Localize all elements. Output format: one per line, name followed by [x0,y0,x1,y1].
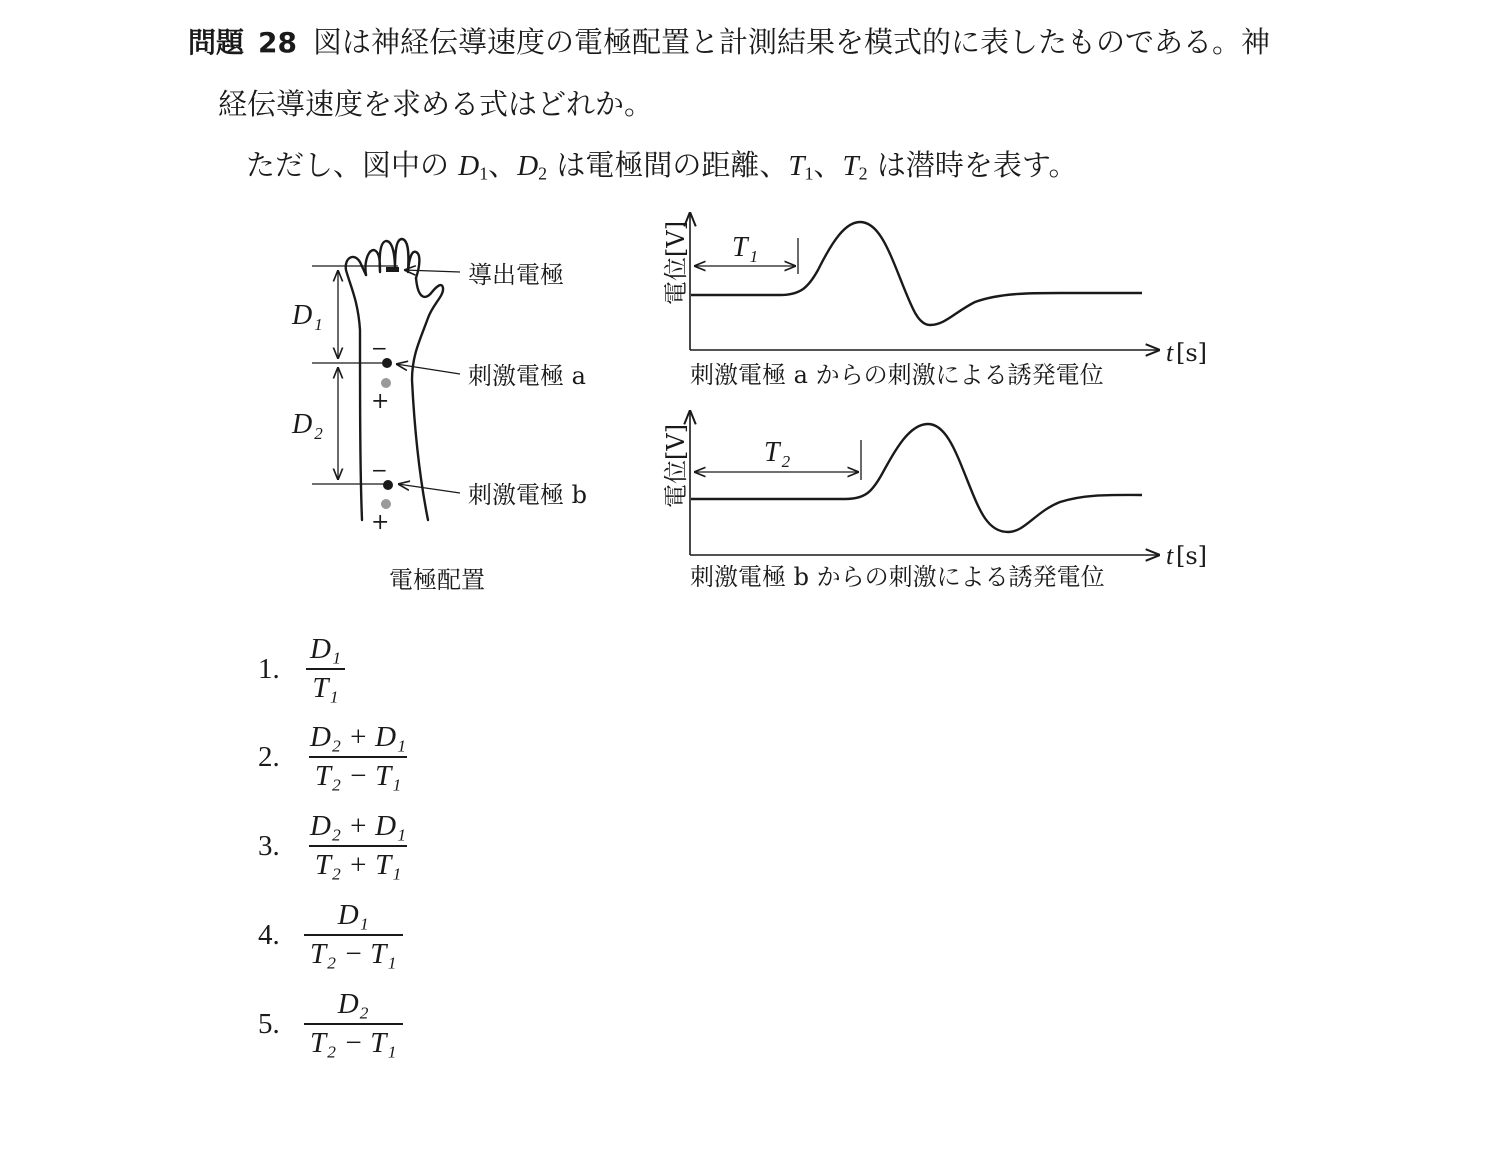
graph-b-xlabel: t [1166,541,1174,570]
stim-b-minus: − [371,458,388,482]
stim-a-label: 刺激電極 a [468,362,586,390]
stim-a-leader [396,364,460,374]
graph-a-waveform [691,222,1142,325]
stim-a-minus: − [371,336,388,360]
choice-denominator: T₁ [306,668,344,705]
stim-b-anode [381,499,391,509]
arm-illustration [346,239,443,520]
arm-outline-right [412,278,443,520]
note-part-a: ただし、図中の [246,148,450,182]
choice-4[interactable] [258,899,403,971]
choice-fraction [304,633,347,705]
choice-numerator: D₂ + D₁ [310,721,407,753]
note-sep-2: 、 [813,148,843,182]
graph-a-caption: 刺激電極 a からの刺激による誘発電位 [690,361,1104,389]
note-part-c: は電極間の距離、 [556,148,789,182]
stim-b-leader [398,484,460,493]
note-part-e: は潜時を表す。 [876,148,1078,182]
graph-a-latency-label: T $_1$ [732,232,759,266]
recording-electrode-mark [386,267,399,272]
choice-5[interactable] [258,988,403,1060]
note-sep-1: 、 [488,148,518,182]
choice-denominator: T₂ − T₁ [309,756,408,793]
question-number: 28 [258,26,297,59]
choice-number: 1. [258,652,280,685]
d2-label: D $_2$ [292,409,323,443]
stim-b-label: 刺激電極 b [468,481,587,509]
graph-b-ylabel: 電位[V] [662,423,690,508]
choice-2[interactable] [258,721,412,793]
graph-a-xlabel: t [1166,338,1174,367]
stim-a-plus: + [371,389,390,414]
choice-numerator: D₁ [337,899,369,931]
choice-numerator: D₁ [310,633,342,665]
choice-3[interactable] [258,810,412,882]
graph-a-xunit: [s] [1176,339,1208,367]
graph-a [662,212,1207,389]
choice-numerator: D₂ [337,988,369,1020]
choice-number: 4. [258,918,280,951]
question-text-1: 図は神経伝導速度の電極配置と計測結果を模式的に表したものである。神 [312,25,1270,59]
recording-leader [404,270,460,272]
placement-caption: 電極配置 [389,566,485,594]
choice-fraction [304,988,403,1060]
choice-number: 2. [258,740,280,773]
stim-b-plus: + [371,510,390,535]
note-t1: $T_1$ [788,150,814,184]
choice-fraction [304,810,412,882]
graph-a-ylabel: 電位[V] [662,220,690,305]
choice-denominator: T₂ − T₁ [304,1023,403,1060]
choice-fraction [304,899,403,971]
choice-number: 3. [258,829,280,862]
choice-fraction [304,721,412,793]
graph-b-xunit: [s] [1176,542,1208,570]
graph-b [662,410,1207,591]
stim-a-anode [381,378,391,388]
choice-1[interactable] [258,633,347,705]
note-t2: $T_2$ [842,150,868,184]
arm-outline-left [346,257,366,520]
arm-fingers [365,239,419,278]
note-d2: $D_2$ [517,150,548,184]
recording-electrode-label: 導出電極 [468,261,564,289]
d1-label: D $_1$ [292,300,323,334]
graph-b-caption: 刺激電極 b からの刺激による誘発電位 [690,563,1105,591]
question-line-2: 経伝導速度を求める式はどれか。 [218,87,654,121]
graph-b-waveform [691,424,1142,532]
choice-number: 5. [258,1007,280,1040]
choice-denominator: T₂ + T₁ [309,845,408,882]
question-label: 問題 [188,26,245,59]
choice-numerator: D₂ + D₁ [310,810,407,842]
note-d1: $D_1$ [458,150,489,184]
choice-denominator: T₂ − T₁ [304,934,403,971]
graph-b-latency-label: T $_2$ [764,437,791,471]
